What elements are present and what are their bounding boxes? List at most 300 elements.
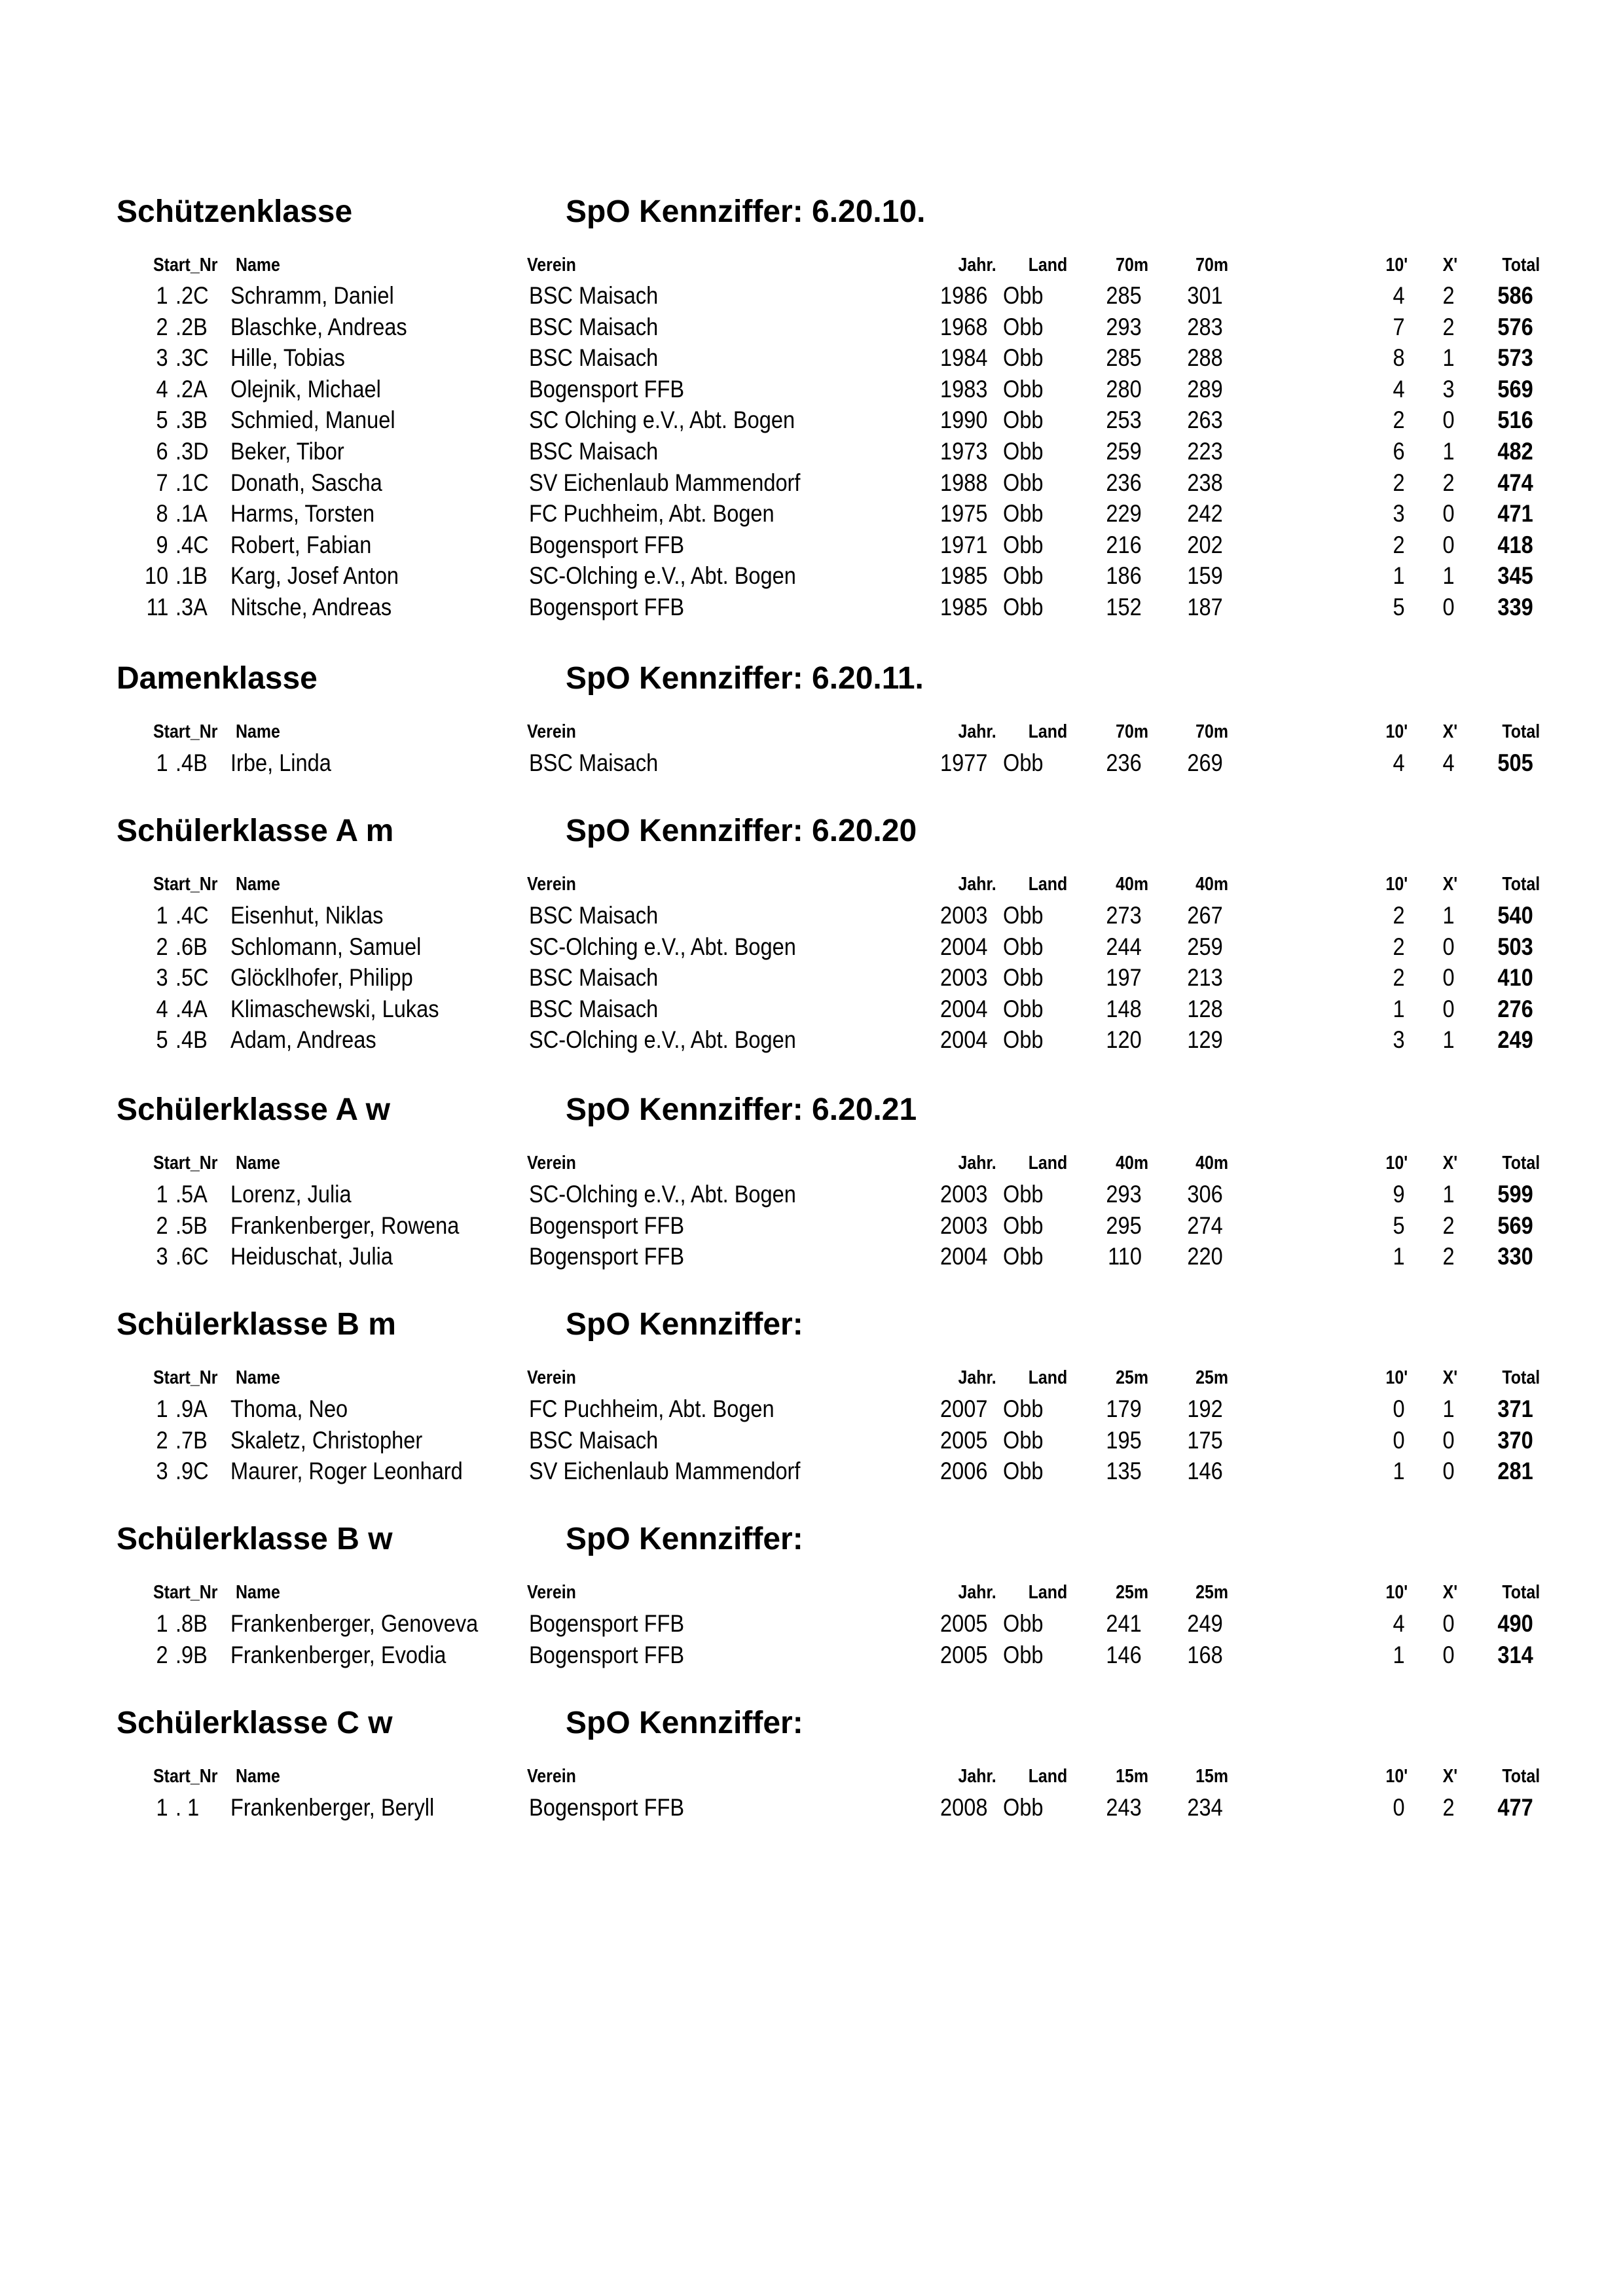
x-count: 2 (1442, 313, 1455, 340)
score-distance-1: 236 (1106, 749, 1142, 776)
header-distance-1: 40m (1116, 874, 1148, 895)
birth-year: 1986 (940, 282, 988, 309)
header-name: Name (236, 1153, 280, 1174)
start-nr: .6B (175, 933, 208, 960)
header-verein: Verein (527, 721, 576, 742)
section-title: Schützenklasse (117, 194, 353, 229)
table-row (0, 747, 1623, 779)
score-distance-2: 242 (1187, 500, 1223, 528)
start-nr: .4C (175, 531, 209, 558)
start-nr: .5B (175, 1211, 208, 1239)
birth-year: 1968 (940, 313, 988, 340)
region: Obb (1003, 1181, 1044, 1208)
club: Bogensport FFB (529, 594, 685, 620)
score-distance-1: 285 (1106, 344, 1142, 372)
region: Obb (1003, 594, 1044, 620)
table-row (0, 931, 1623, 963)
header-name: Name (236, 1766, 280, 1787)
x-count: 0 (1442, 1426, 1455, 1454)
start-nr: .3A (175, 594, 208, 620)
score-distance-1: 280 (1106, 375, 1142, 403)
x-count: 0 (1442, 1610, 1455, 1637)
header-name: Name (236, 1582, 280, 1603)
total-score: 410 (1497, 964, 1533, 992)
header-verein: Verein (527, 255, 576, 276)
score-distance-2: 289 (1187, 375, 1223, 403)
score-distance-2: 220 (1187, 1243, 1223, 1270)
region: Obb (1003, 1026, 1044, 1054)
total-score: 586 (1497, 282, 1533, 309)
birth-year: 1985 (940, 594, 988, 620)
table-header (0, 1763, 1623, 1795)
tens-count: 4 (1393, 282, 1405, 309)
section-title: Damenklasse (117, 661, 318, 696)
score-distance-2: 274 (1187, 1211, 1223, 1239)
score-distance-1: 152 (1106, 594, 1142, 620)
score-distance-2: 267 (1187, 902, 1223, 929)
table-header (0, 719, 1623, 750)
header-land: Land (1028, 255, 1067, 276)
club: Bogensport FFB (529, 1610, 685, 1637)
region: Obb (1003, 313, 1044, 340)
score-distance-1: 285 (1106, 282, 1142, 309)
total-score: 345 (1497, 562, 1533, 590)
region: Obb (1003, 1395, 1044, 1422)
header-tens: 10' (1385, 1766, 1408, 1787)
region: Obb (1003, 282, 1044, 309)
total-score: 569 (1497, 1211, 1533, 1239)
header-total: Total (1502, 1582, 1540, 1603)
rank: 5 (156, 1026, 168, 1054)
header-start-nr: Start_Nr (153, 1367, 218, 1388)
club: FC Puchheim, Abt. Bogen (529, 1395, 775, 1422)
region: Obb (1003, 995, 1044, 1022)
header-name: Name (236, 721, 280, 742)
header-tens: 10' (1385, 1153, 1408, 1174)
total-score: 599 (1497, 1181, 1533, 1208)
header-start-nr: Start_Nr (153, 874, 218, 895)
birth-year: 1971 (940, 531, 988, 558)
rank: 10 (144, 562, 168, 590)
club: BSC Maisach (529, 995, 659, 1022)
club: SC-Olching e.V., Abt. Bogen (529, 562, 796, 590)
region: Obb (1003, 469, 1044, 496)
club: BSC Maisach (529, 964, 659, 992)
archer-name: Frankenberger, Evodia (230, 1641, 447, 1668)
score-distance-2: 213 (1187, 964, 1223, 992)
club: SV Eichenlaub Mammendorf (529, 1458, 801, 1485)
tens-count: 4 (1393, 375, 1405, 403)
tens-count: 6 (1393, 438, 1405, 465)
rank: 4 (156, 375, 168, 403)
x-count: 0 (1442, 594, 1455, 620)
start-nr: .4B (175, 1026, 208, 1054)
start-nr: .8B (175, 1610, 208, 1637)
archer-name: Maurer, Roger Leonhard (230, 1458, 463, 1485)
x-count: 0 (1442, 500, 1455, 528)
spo-kennziffer: SpO Kennziffer: 6.20.20 (566, 814, 917, 848)
birth-year: 2007 (940, 1395, 988, 1422)
header-start-nr: Start_Nr (153, 1582, 218, 1603)
header-verein: Verein (527, 1367, 576, 1388)
x-count: 0 (1442, 1641, 1455, 1668)
archer-name: Skaletz, Christopher (230, 1426, 423, 1454)
score-distance-2: 249 (1187, 1610, 1223, 1637)
table-row (0, 436, 1623, 467)
header-land: Land (1028, 721, 1067, 742)
score-distance-2: 288 (1187, 344, 1223, 372)
header-total: Total (1502, 1766, 1540, 1787)
archer-name: Harms, Torsten (230, 500, 375, 528)
score-distance-2: 159 (1187, 562, 1223, 590)
total-score: 418 (1497, 531, 1533, 558)
tens-count: 3 (1393, 1026, 1405, 1054)
header-distance-2: 25m (1195, 1367, 1228, 1388)
region: Obb (1003, 749, 1044, 776)
total-score: 330 (1497, 1243, 1533, 1270)
header-verein: Verein (527, 1153, 576, 1174)
header-verein: Verein (527, 874, 576, 895)
region: Obb (1003, 531, 1044, 558)
birth-year: 1973 (940, 438, 988, 465)
header-distance-2: 70m (1195, 721, 1228, 742)
header-name: Name (236, 255, 280, 276)
header-land: Land (1028, 1367, 1067, 1388)
header-jahr: Jahr. (958, 874, 996, 895)
total-score: 276 (1497, 995, 1533, 1022)
region: Obb (1003, 964, 1044, 992)
score-distance-2: 128 (1187, 995, 1223, 1022)
header-distance-2: 40m (1195, 1153, 1228, 1174)
total-score: 490 (1497, 1610, 1533, 1637)
birth-year: 2003 (940, 1181, 988, 1208)
tens-count: 1 (1393, 562, 1405, 590)
start-nr: .5A (175, 1181, 208, 1208)
score-distance-1: 293 (1106, 1181, 1142, 1208)
score-distance-1: 146 (1106, 1641, 1142, 1668)
start-nr: .2C (175, 282, 209, 309)
x-count: 4 (1442, 749, 1455, 776)
table-row (0, 280, 1623, 312)
score-distance-2: 234 (1187, 1794, 1223, 1821)
tens-count: 1 (1393, 1243, 1405, 1270)
table-row (0, 1456, 1623, 1487)
rank: 9 (156, 531, 168, 558)
rank: 3 (156, 964, 168, 992)
region: Obb (1003, 1243, 1044, 1270)
header-distance-2: 70m (1195, 255, 1228, 276)
score-distance-1: 216 (1106, 531, 1142, 558)
header-x: X' (1442, 1367, 1457, 1388)
tens-count: 5 (1393, 1211, 1405, 1239)
birth-year: 2005 (940, 1641, 988, 1668)
table-row (0, 900, 1623, 931)
region: Obb (1003, 1426, 1044, 1454)
tens-count: 7 (1393, 313, 1405, 340)
archer-name: Adam, Andreas (230, 1026, 376, 1054)
region: Obb (1003, 1458, 1044, 1485)
archer-name: Olejnik, Michael (230, 375, 381, 403)
header-jahr: Jahr. (958, 1766, 996, 1787)
start-nr: .9A (175, 1395, 208, 1422)
table-row (0, 467, 1623, 499)
archer-name: Nitsche, Andreas (230, 594, 392, 620)
total-score: 516 (1497, 406, 1533, 434)
archer-name: Karg, Josef Anton (230, 562, 399, 590)
section-title: Schülerklasse A m (117, 814, 394, 848)
archer-name: Glöcklhofer, Philipp (230, 964, 413, 992)
rank: 3 (156, 1458, 168, 1485)
header-total: Total (1502, 874, 1540, 895)
start-nr: .4C (175, 902, 209, 929)
archer-name: Schmied, Manuel (230, 406, 395, 434)
start-nr: .4A (175, 995, 208, 1022)
total-score: 477 (1497, 1794, 1533, 1821)
table-row (0, 374, 1623, 405)
spo-kennziffer: SpO Kennziffer: (566, 1706, 803, 1740)
region: Obb (1003, 1641, 1044, 1668)
club: SC-Olching e.V., Abt. Bogen (529, 1026, 796, 1054)
rank: 1 (156, 1610, 168, 1637)
score-distance-1: 135 (1106, 1458, 1142, 1485)
header-distance-1: 25m (1116, 1367, 1148, 1388)
birth-year: 1984 (940, 344, 988, 372)
tens-count: 0 (1393, 1794, 1405, 1821)
archer-name: Robert, Fabian (230, 531, 372, 558)
header-tens: 10' (1385, 1582, 1408, 1603)
birth-year: 2005 (940, 1610, 988, 1637)
archer-name: Frankenberger, Genoveva (230, 1610, 479, 1637)
score-distance-1: 110 (1108, 1243, 1142, 1270)
score-distance-1: 243 (1106, 1794, 1142, 1821)
score-distance-1: 273 (1106, 902, 1142, 929)
header-total: Total (1502, 255, 1540, 276)
x-count: 2 (1442, 1794, 1455, 1821)
table-row (0, 1024, 1623, 1056)
x-count: 0 (1442, 995, 1455, 1022)
tens-count: 2 (1393, 469, 1405, 496)
section-title: Schülerklasse C w (117, 1706, 393, 1740)
rank: 1 (156, 749, 168, 776)
rank: 2 (156, 313, 168, 340)
table-header (0, 1150, 1623, 1181)
rank: 2 (156, 1641, 168, 1668)
club: SC-Olching e.V., Abt. Bogen (529, 1181, 796, 1208)
club: Bogensport FFB (529, 531, 685, 558)
total-score: 505 (1497, 749, 1533, 776)
birth-year: 2006 (940, 1458, 988, 1485)
club: BSC Maisach (529, 282, 659, 309)
x-count: 0 (1442, 531, 1455, 558)
rank: 11 (146, 594, 168, 620)
region: Obb (1003, 1211, 1044, 1239)
club: Bogensport FFB (529, 375, 685, 403)
total-score: 471 (1497, 500, 1533, 528)
total-score: 474 (1497, 469, 1533, 496)
header-start-nr: Start_Nr (153, 255, 218, 276)
birth-year: 2004 (940, 995, 988, 1022)
score-distance-2: 168 (1187, 1641, 1223, 1668)
start-nr: .3B (175, 406, 208, 434)
start-nr: .9B (175, 1641, 208, 1668)
score-distance-1: 148 (1106, 995, 1142, 1022)
total-score: 339 (1497, 594, 1533, 620)
x-count: 1 (1442, 902, 1455, 929)
header-total: Total (1502, 721, 1540, 742)
region: Obb (1003, 406, 1044, 434)
table-row (0, 560, 1623, 592)
rank: 1 (156, 1181, 168, 1208)
club: SV Eichenlaub Mammendorf (529, 469, 801, 496)
tens-count: 9 (1393, 1181, 1405, 1208)
start-nr: . 1 (175, 1794, 200, 1821)
x-count: 0 (1442, 1458, 1455, 1485)
score-distance-2: 259 (1187, 933, 1223, 960)
tens-count: 4 (1393, 1610, 1405, 1637)
start-nr: .9C (175, 1458, 209, 1485)
archer-name: Frankenberger, Rowena (230, 1211, 460, 1239)
tens-count: 0 (1393, 1395, 1405, 1422)
club: BSC Maisach (529, 344, 659, 372)
table-row (0, 592, 1623, 623)
birth-year: 1977 (940, 749, 988, 776)
header-x: X' (1442, 874, 1457, 895)
total-score: 540 (1497, 902, 1533, 929)
x-count: 1 (1442, 562, 1455, 590)
birth-year: 2003 (940, 1211, 988, 1239)
score-distance-2: 146 (1187, 1458, 1223, 1485)
rank: 3 (156, 344, 168, 372)
header-tens: 10' (1385, 874, 1408, 895)
header-distance-1: 70m (1116, 255, 1148, 276)
x-count: 2 (1442, 469, 1455, 496)
header-verein: Verein (527, 1582, 576, 1603)
header-tens: 10' (1385, 255, 1408, 276)
total-score: 482 (1497, 438, 1533, 465)
score-distance-1: 236 (1106, 469, 1142, 496)
club: BSC Maisach (529, 902, 659, 929)
rank: 6 (156, 438, 168, 465)
x-count: 2 (1442, 282, 1455, 309)
archer-name: Beker, Tibor (230, 438, 344, 465)
score-distance-2: 306 (1187, 1181, 1223, 1208)
start-nr: .3C (175, 344, 209, 372)
birth-year: 1983 (940, 375, 988, 403)
header-name: Name (236, 874, 280, 895)
birth-year: 2008 (940, 1794, 988, 1821)
region: Obb (1003, 1610, 1044, 1637)
x-count: 1 (1442, 438, 1455, 465)
birth-year: 2003 (940, 964, 988, 992)
score-distance-2: 192 (1187, 1395, 1223, 1422)
header-x: X' (1442, 1582, 1457, 1603)
tens-count: 4 (1393, 749, 1405, 776)
spo-kennziffer: SpO Kennziffer: (566, 1522, 803, 1556)
table-header (0, 1579, 1623, 1611)
rank: 3 (156, 1243, 168, 1270)
table-row (0, 962, 1623, 994)
archer-name: Hille, Tobias (230, 344, 345, 372)
tens-count: 8 (1393, 344, 1405, 372)
table-row (0, 498, 1623, 529)
total-score: 281 (1497, 1458, 1533, 1485)
header-start-nr: Start_Nr (153, 721, 218, 742)
header-distance-2: 25m (1195, 1582, 1228, 1603)
region: Obb (1003, 562, 1044, 590)
start-nr: .2A (175, 375, 208, 403)
score-distance-1: 229 (1106, 500, 1142, 528)
total-score: 569 (1497, 375, 1533, 403)
table-row (0, 1425, 1623, 1456)
header-jahr: Jahr. (958, 1367, 996, 1388)
rank: 8 (156, 500, 168, 528)
section-title: Schülerklasse A w (117, 1092, 390, 1127)
score-distance-1: 195 (1106, 1426, 1142, 1454)
table-row (0, 342, 1623, 374)
total-score: 370 (1497, 1426, 1533, 1454)
tens-count: 1 (1393, 1641, 1405, 1668)
birth-year: 2003 (940, 902, 988, 929)
birth-year: 1975 (940, 500, 988, 528)
archer-name: Frankenberger, Beryll (230, 1794, 435, 1821)
archer-name: Lorenz, Julia (230, 1181, 352, 1208)
birth-year: 2004 (940, 933, 988, 960)
header-distance-1: 15m (1116, 1766, 1148, 1787)
birth-year: 1990 (940, 406, 988, 434)
region: Obb (1003, 933, 1044, 960)
start-nr: .1B (175, 562, 208, 590)
birth-year: 2004 (940, 1026, 988, 1054)
header-distance-1: 70m (1116, 721, 1148, 742)
tens-count: 1 (1393, 995, 1405, 1022)
archer-name: Schlomann, Samuel (230, 933, 422, 960)
club: BSC Maisach (529, 438, 659, 465)
header-land: Land (1028, 874, 1067, 895)
club: BSC Maisach (529, 749, 659, 776)
club: SC-Olching e.V., Abt. Bogen (529, 933, 796, 960)
score-distance-2: 238 (1187, 469, 1223, 496)
table-row (0, 404, 1623, 436)
score-distance-1: 186 (1106, 562, 1142, 590)
table-row (0, 312, 1623, 343)
header-jahr: Jahr. (958, 1582, 996, 1603)
table-row (0, 529, 1623, 561)
table-row (0, 1179, 1623, 1210)
tens-count: 2 (1393, 406, 1405, 434)
x-count: 1 (1442, 344, 1455, 372)
birth-year: 1985 (940, 562, 988, 590)
table-row (0, 1792, 1623, 1823)
table-row (0, 1210, 1623, 1242)
header-land: Land (1028, 1153, 1067, 1174)
table-header (0, 1365, 1623, 1396)
x-count: 0 (1442, 406, 1455, 434)
rank: 4 (156, 995, 168, 1022)
tens-count: 0 (1393, 1426, 1405, 1454)
table-row (0, 1241, 1623, 1272)
club: Bogensport FFB (529, 1794, 685, 1821)
score-distance-1: 179 (1106, 1395, 1142, 1422)
score-distance-2: 301 (1187, 282, 1223, 309)
birth-year: 2005 (940, 1426, 988, 1454)
spo-kennziffer: SpO Kennziffer: 6.20.10. (566, 194, 926, 229)
x-count: 1 (1442, 1395, 1455, 1422)
header-distance-1: 25m (1116, 1582, 1148, 1603)
total-score: 576 (1497, 313, 1533, 340)
spo-kennziffer: SpO Kennziffer: (566, 1307, 803, 1342)
archer-name: Heiduschat, Julia (230, 1243, 393, 1270)
tens-count: 1 (1393, 1458, 1405, 1485)
